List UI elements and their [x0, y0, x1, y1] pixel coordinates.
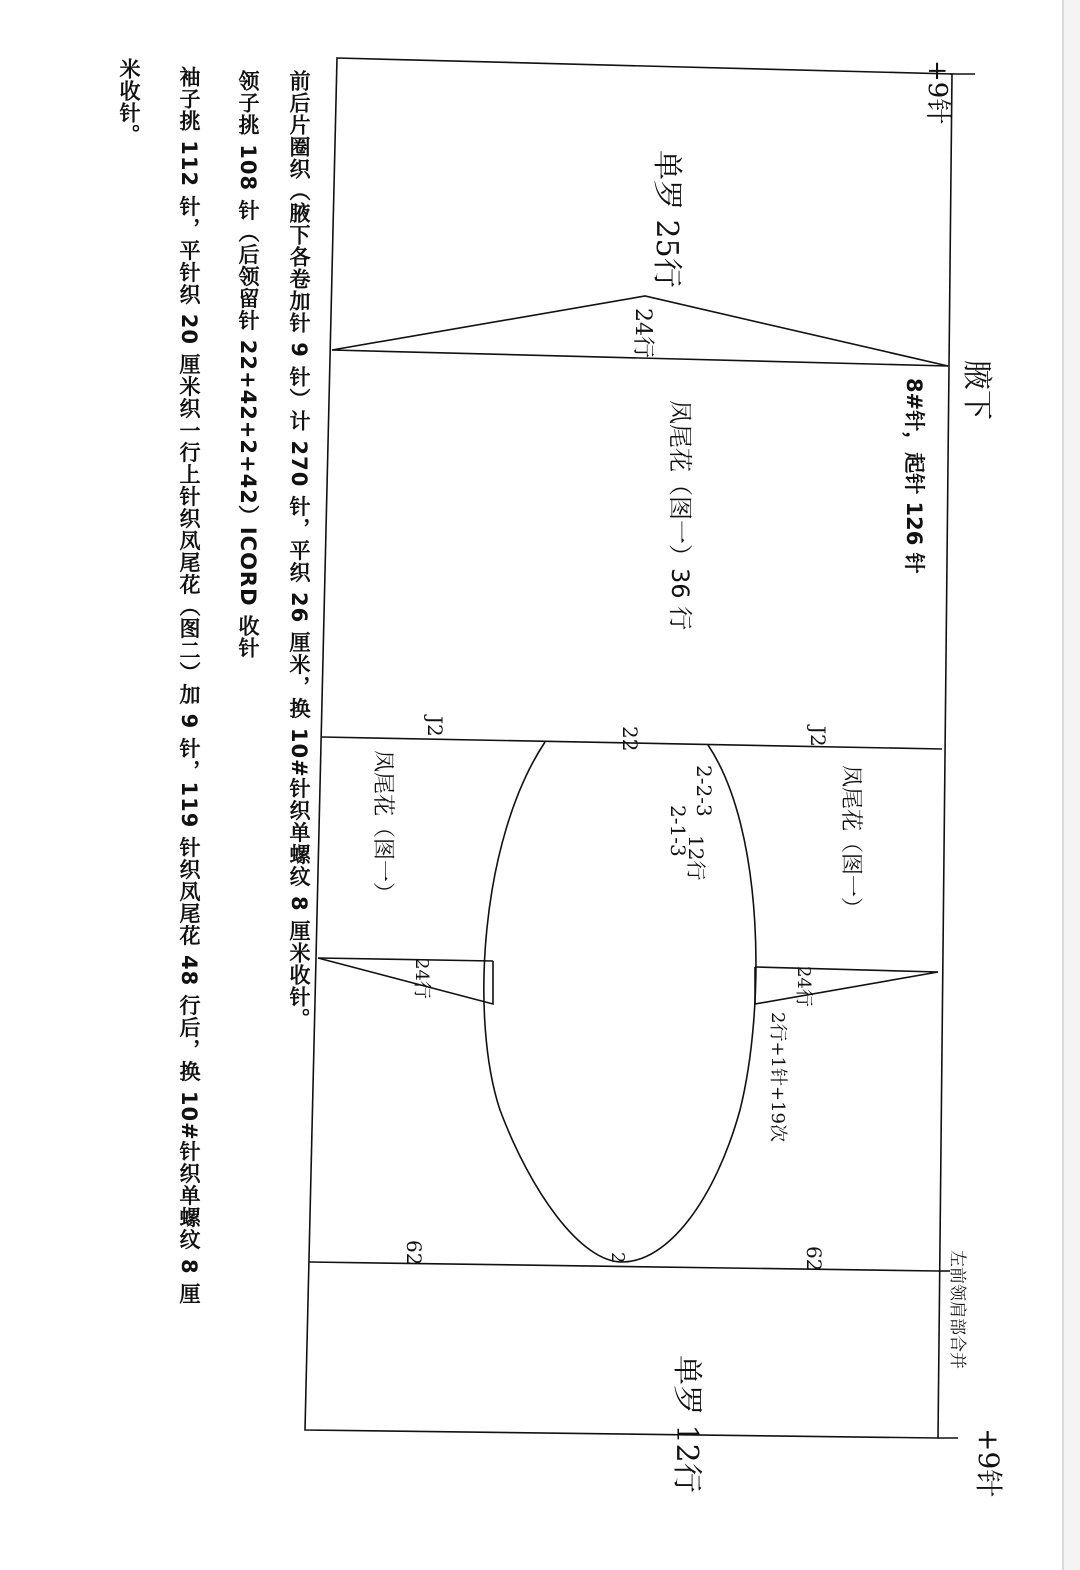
seam-right-label: 左前领肩部合并	[947, 1250, 967, 1369]
neck-bottom-left-label: 62	[402, 1240, 426, 1266]
right-armhole-triangle	[755, 967, 938, 1004]
neck-top-left-label: J2	[423, 716, 447, 737]
neck-bottom-center-label: 2	[607, 1252, 628, 1264]
left-armhole-triangle	[318, 958, 493, 1004]
top-right-count-label: +9针	[922, 60, 952, 125]
note-line-2: 领子挑 108 针（后领留针 22+42+2+42）ICORD 收针	[236, 70, 260, 659]
main-pattern-label: 凤尾花（图一）36 行	[666, 400, 694, 631]
row-count-left-label: 24行	[411, 958, 432, 999]
rib-bottom-label: 单罗 12行	[669, 1355, 704, 1493]
neck-decrease-1-label: 2-2-3	[692, 765, 716, 817]
underarm-label: 腋下	[959, 360, 994, 420]
neck-top-center-label: 22	[618, 726, 642, 752]
rib-top-label: 单罗 25行	[649, 150, 684, 288]
right-armhole-line	[755, 967, 938, 972]
note-line-1: 前后片圈织（腋下各卷加针 9 针）计 270 针，平织 26 厘米，换 10#针织单螺纹 8 厘米收针。	[287, 70, 311, 1030]
neck-rows-label: 12行	[684, 835, 708, 881]
note-line-4: 米收针。	[117, 58, 141, 146]
neck-bottom-right-label: 62	[802, 1246, 826, 1272]
row-count-top-label: 24行	[630, 308, 655, 358]
left-pattern-label: 凤尾花（图一）	[370, 750, 395, 905]
increase-formula-label: 2行+1针+19次	[767, 1012, 788, 1142]
neck-top-right-label: J2	[806, 726, 830, 747]
left-armhole-line	[318, 958, 493, 961]
cast-on-label: 8#针，起针 126 针	[902, 378, 926, 574]
neckline-oval	[484, 742, 756, 1262]
note-line-3: 袖子挑 112 针，平针织 20 厘米织一行上针织凤尾花（图二）加 9 针，119 针织凤尾花 48 行后，换 10#针织单螺纹 8 厘	[177, 66, 201, 1305]
right-pattern-label: 凤尾花（图一）	[838, 765, 863, 920]
bottom-right-count-label: +9针	[972, 1428, 1005, 1498]
neck-decrease-2-label: 2-1-3	[666, 805, 690, 857]
row-count-right-label: 24行	[793, 966, 814, 1007]
